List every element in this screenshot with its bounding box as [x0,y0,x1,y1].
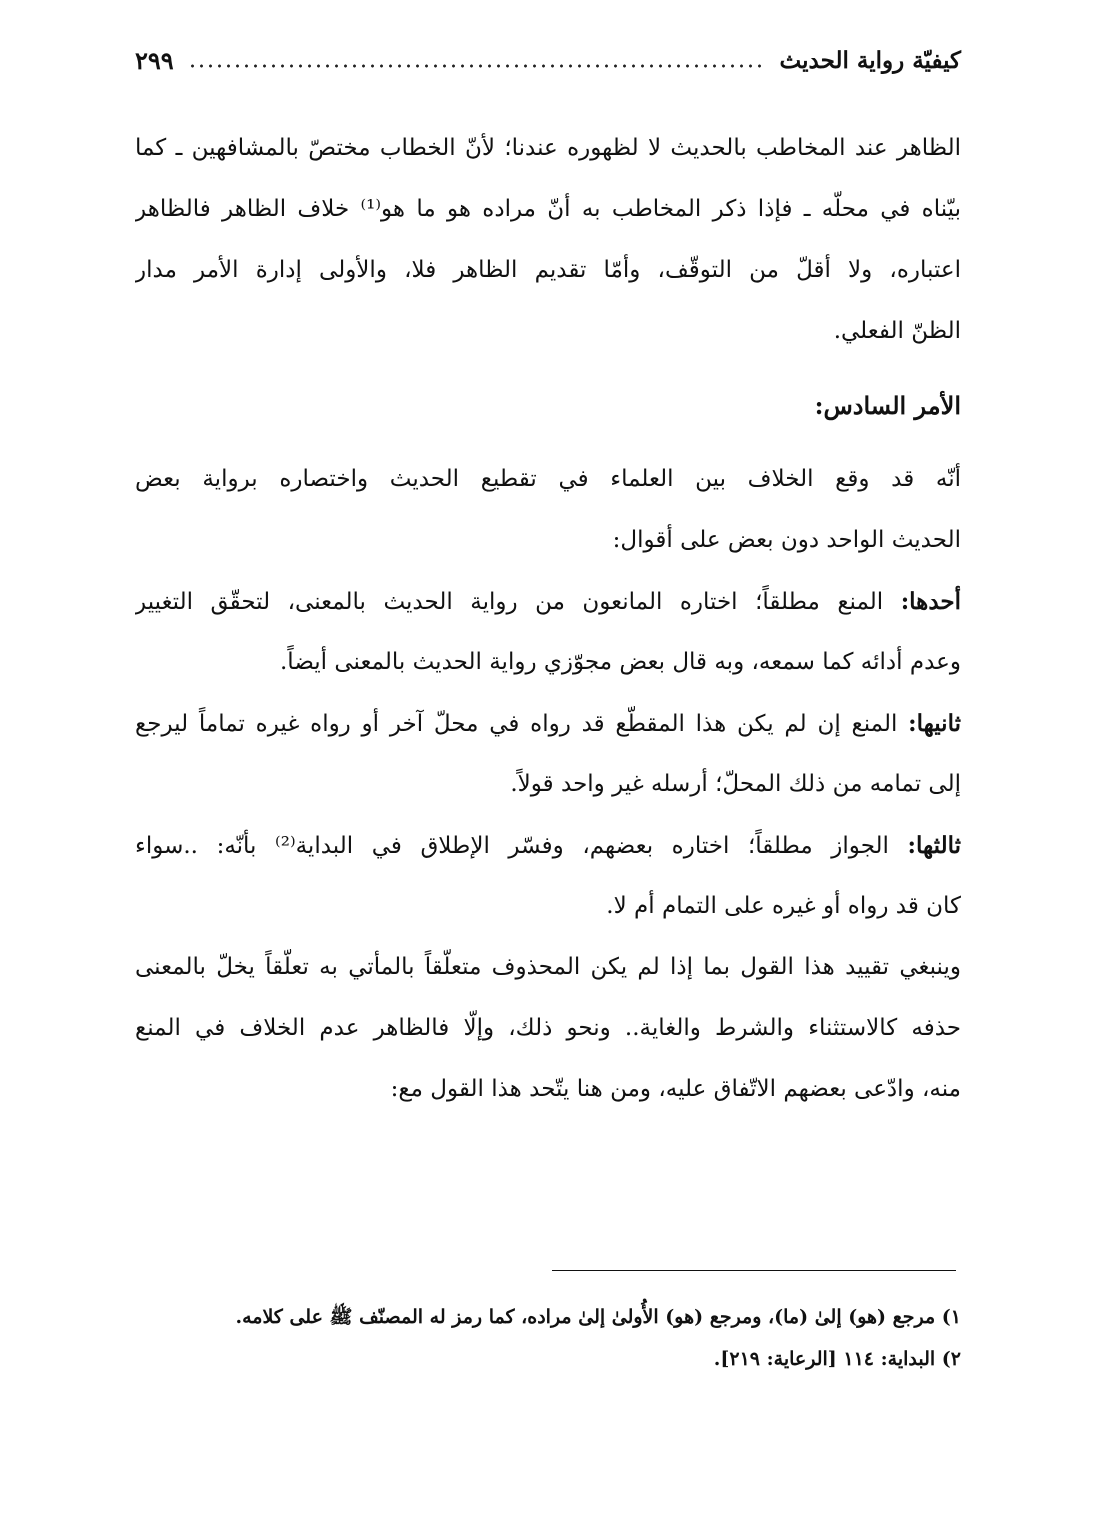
text-line [135,815,961,876]
section-heading: الأمر السادس: [814,391,961,420]
text-line [135,693,961,754]
text-line: الظنّ الفعلي. [833,318,961,344]
footnote-2: ٢) البداية: ١١٤ [الرعاية: ٢١٩]. [713,1348,961,1370]
footnote-1: ١) مرجع (هو) إلىٰ (ما)، ومرجع (هو) الأُولىٰ إلىٰ مراده، كما رمز له المصنّف ﷺ على كلامه. [235,1306,961,1328]
text-line: إلى تمامه من ذلك المحلّ؛ أرسله غير واحد قولاً. [510,771,961,797]
paragraph-text: المنع إن لم يكن هذا المقطّع قد رواه في محلّ آخر أو رواه غيره تماماً ليرجع [135,711,909,737]
text-line: كان قد رواه أو غيره على التمام أم لا. [606,893,961,919]
text-line: وينبغي تقييد هذا القول بما إذا لم يكن المحذوف متعلّقاً بالمأتي به تعلّقاً يخلّ بالمعنى [135,954,961,980]
footnote-separator [552,1270,956,1271]
text-line: بيّناه في محلّه ـ فإذا ذكر المخاطب به أنّ مراده هو ما هو⁽¹⁾ خلاف الظاهر فالظاهر [135,196,961,222]
header-leader-dots [188,64,766,68]
paragraph-lead: ثانيها: [908,710,961,737]
text-line: اعتباره، ولا أقلّ من التوقّف، وأمّا تقديم الظاهر فلا، والأولى إدارة الأمر مدار [135,257,961,283]
text-line: الحديث الواحد دون بعض على أقوال: [612,527,961,553]
paragraph-text: الجواز مطلقاً؛ اختاره بعضهم، وفسّر الإطلاق في البداية⁽²⁾ بأنّه: ..سواء [135,833,908,859]
text-line [135,571,961,632]
paragraph-lead: أحدها: [900,588,961,615]
text-line: منه، وادّعى بعضهم الاتّفاق عليه، ومن هنا يتّحد هذا القول مع: [390,1076,961,1102]
text-line: وعدم أدائه كما سمعه، وبه قال بعض مجوّزي رواية الحديث بالمعنى أيضاً. [280,649,961,675]
text-line: أنّه قد وقع الخلاف بين العلماء في تقطيع الحديث واختصاره برواية بعض [135,466,961,492]
running-header [135,38,961,82]
text-line: حذفه كالاستثناء والشرط والغاية.. ونحو ذلك، وإلّا فالظاهر عدم الخلاف في المنع [135,1015,961,1041]
page-number: ٢٩٩ [135,45,174,75]
main-text [135,118,961,1120]
footnotes [135,1296,961,1380]
text-line: الظاهر عند المخاطب بالحديث لا لظهوره عندنا؛ لأنّ الخطاب مختصّ بالمشافهين ـ كما [135,135,961,161]
running-title: كيفيّة رواية الحديث [779,46,961,74]
paragraph-lead: ثالثها: [907,832,961,859]
paragraph-text: المنع مطلقاً؛ اختاره المانعون من رواية الحديث بالمعنى، لتحقّق التغيير [135,589,901,615]
